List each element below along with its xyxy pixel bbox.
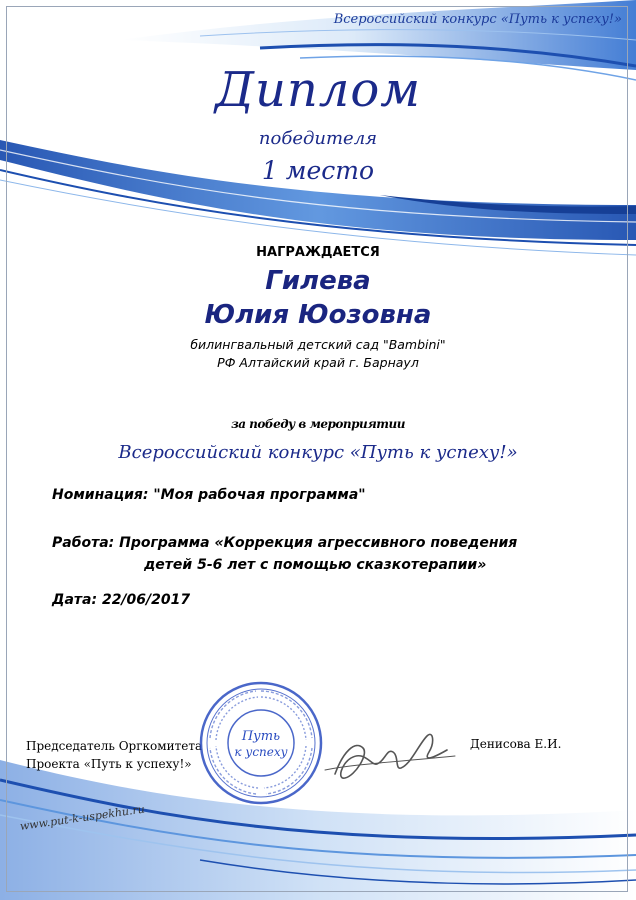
nomination-line: Номинация: "Моя рабочая программа": [52, 487, 366, 503]
signer-name: Денисова Е.И.: [470, 737, 562, 751]
awarded-label: НАГРАЖДАЕТСЯ: [256, 245, 380, 260]
date-line: Дата: 22/06/2017: [52, 592, 191, 608]
event-name: Всероссийский конкурс «Путь к успеху!»: [118, 442, 518, 463]
chair-title-line-2: Проекта «Путь к успеху!»: [26, 757, 192, 771]
recipient-name: Юлия Юозовна: [204, 300, 432, 330]
chair-title: [26, 737, 202, 773]
seal-text-line-2: к успеху: [234, 745, 288, 759]
seal-text-line-1: Путь: [241, 729, 281, 744]
chair-title-line-1: Председатель Оргкомитета: [26, 739, 203, 753]
recipient-location: РФ Алтайский край г. Барнаул: [217, 355, 419, 370]
diploma-title: Диплом: [214, 62, 422, 118]
place-label: 1 место: [261, 156, 375, 185]
diploma-subtitle: победителя: [258, 128, 378, 149]
recipient-organization: билингвальный детский сад "Bambini": [190, 337, 446, 352]
organizer-seal-stamp: [198, 680, 324, 806]
header-contest-name: Всероссийский конкурс «Путь к успеху!»: [333, 12, 622, 27]
recipient-surname: Гилева: [265, 266, 371, 296]
victory-text: за победу в мероприятии: [231, 417, 405, 431]
website-link[interactable]: www.put-k-uspekhu.ru: [19, 802, 146, 833]
work-line-1: Работа: Программа «Коррекция агрессивного поведения: [52, 535, 518, 551]
signature: [315, 712, 465, 792]
work-line-2: детей 5-6 лет с помощью сказкотерапии»: [144, 557, 487, 573]
